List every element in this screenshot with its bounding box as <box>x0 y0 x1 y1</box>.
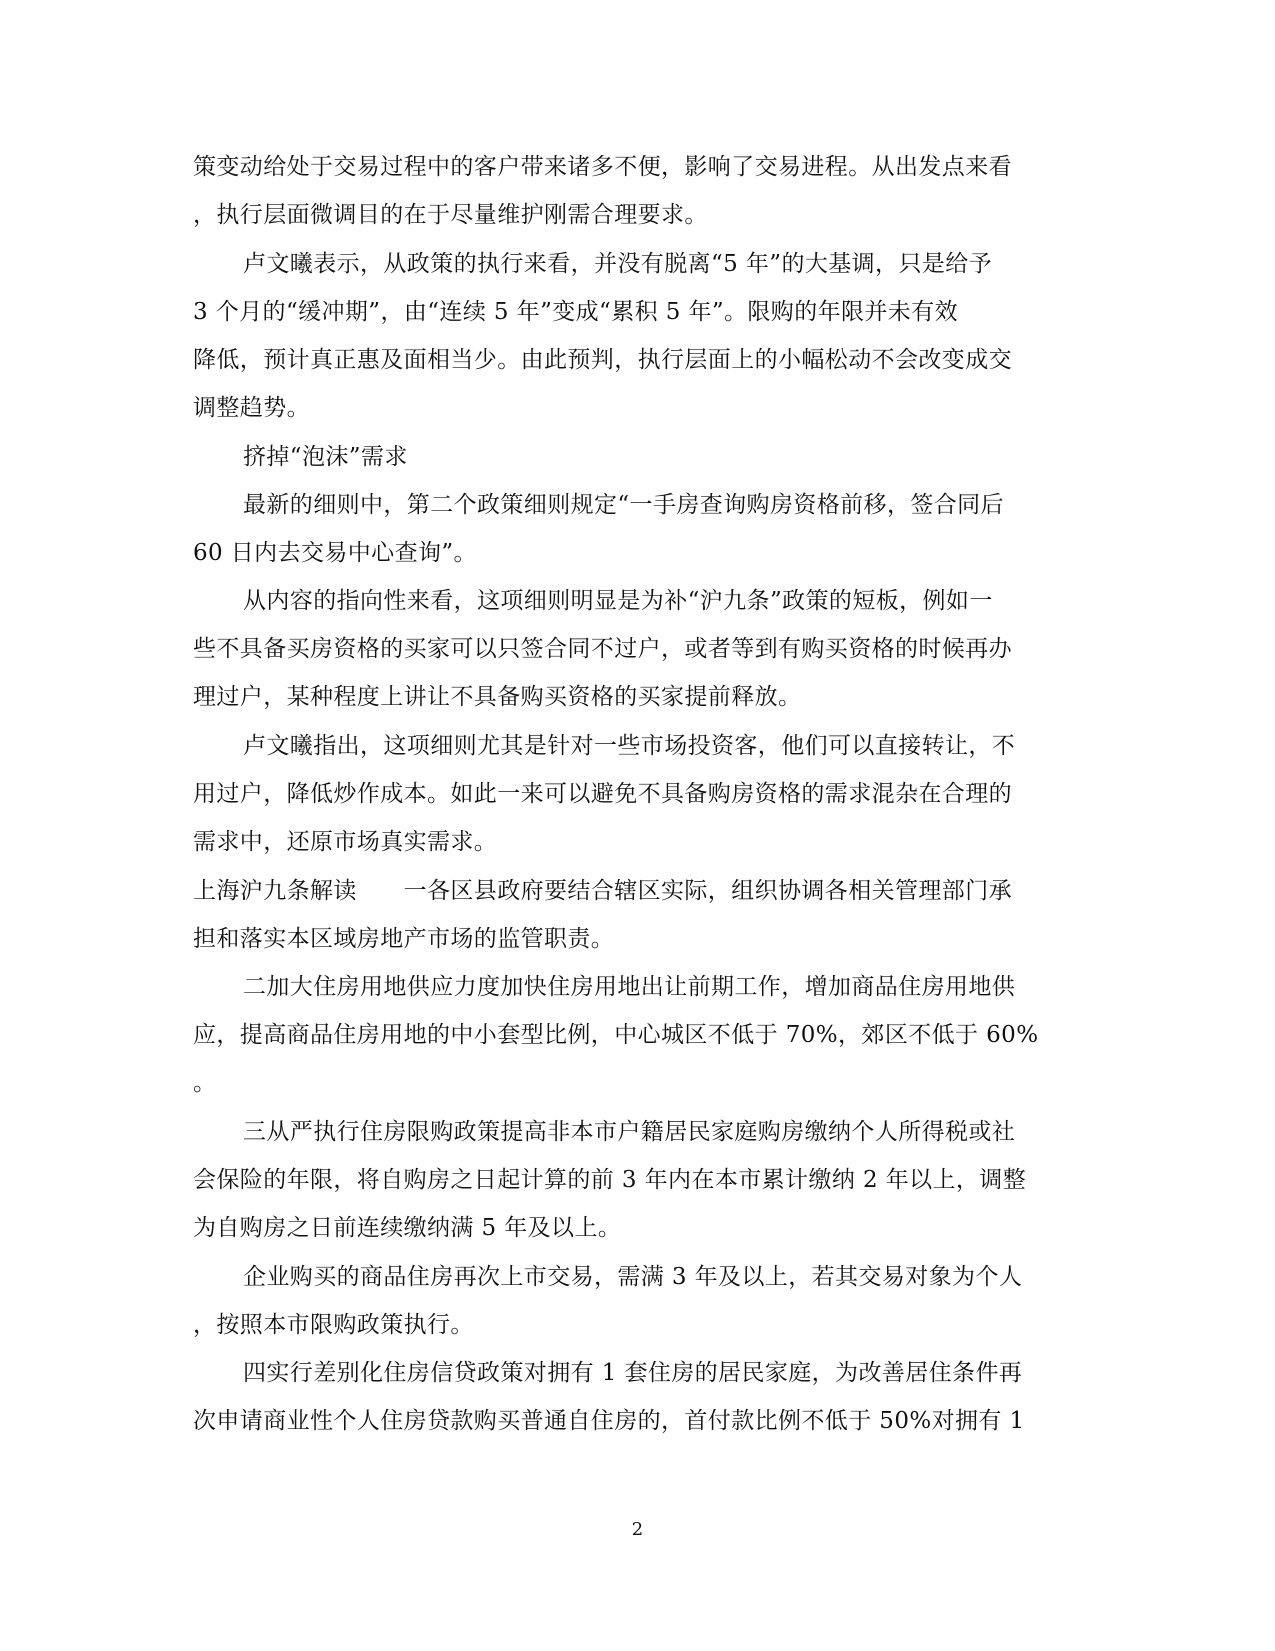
body-text-line: 应，提高商品住房用地的中小套型比例，中心城区不低于 70%，郊区不低于 60% <box>193 1022 1039 1048</box>
body-text-line: 调整趋势。 <box>193 395 310 421</box>
body-text-line: 理过户，某种程度上讲让不具备购买资格的买家提前释放。 <box>193 684 802 710</box>
body-text-line: 为自购房之日前连续缴纳满 5 年及以上。 <box>193 1215 622 1241</box>
body-text-line: 3 个月的“缓冲期”，由“连续 5 年”变成“累积 5 年”。限购的年限并未有效 <box>193 299 959 325</box>
body-text-line: 60 日内去交易中心查询”。 <box>193 540 477 566</box>
paragraph-start-line: 企业购买的商品住房再次上市交易，需满 3 年及以上，若其交易对象为个人 <box>243 1264 1023 1290</box>
paragraph-start-line: 从内容的指向性来看，这项细则明显是为补“沪九条”政策的短板，例如一 <box>243 588 993 614</box>
body-text-line: ，执行层面微调目的在于尽量维护刚需合理要求。 <box>193 202 708 228</box>
body-text-line: 需求中，还原市场真实需求。 <box>193 829 498 855</box>
body-text-line: ，按照本市限购政策执行。 <box>193 1312 474 1338</box>
paragraph-start-line: 卢文曦表示，从政策的执行来看，并没有脱离“5 年”的大基调，只是给予 <box>243 251 993 277</box>
paragraph-start-line: 三从严执行住房限购政策提高非本市户籍居民家庭购房缴纳个人所得税或社 <box>243 1119 1016 1145</box>
paragraph-start-line: 四实行差别化住房信贷政策对拥有 1 套住房的居民家庭，为改善居住条件再 <box>243 1360 1023 1386</box>
paragraph-start-line: 最新的细则中，第二个政策细则规定“一手房查询购房资格前移，签合同后 <box>243 492 1004 518</box>
body-text-line: 些不具备买房资格的买家可以只签合同不过户，或者等到有购买资格的时候再办 <box>193 636 1012 662</box>
paragraph-start-line: 二加大住房用地供应力度加快住房用地出让前期工作，增加商品住房用地供 <box>243 974 1016 1000</box>
body-text-line: 。 <box>193 1070 217 1096</box>
page-number: 2 <box>631 1519 644 1540</box>
section-heading: 挤掉“泡沫”需求 <box>243 444 408 470</box>
body-text-line: 担和落实本区域房地产市场的监管职责。 <box>193 926 615 952</box>
body-text-line: 会保险的年限，将自购房之日起计算的前 3 年内在本市累计缴纳 2 年以上，调整 <box>193 1167 1027 1193</box>
body-text-line: 用过户，降低炒作成本。如此一来可以避免不具备购房资格的需求混杂在合理的 <box>193 781 1012 807</box>
paragraph-start-line: 卢文曦指出，这项细则尤其是针对一些市场投资客，他们可以直接转让，不 <box>243 733 1016 759</box>
body-text-line: 次申请商业性个人住房贷款购买普通自住房的，首付款比例不低于 50%对拥有 1 <box>193 1408 1025 1434</box>
body-text-line: 降低，预计真正惠及面相当少。由此预判，执行层面上的小幅松动不会改变成交 <box>193 347 1012 373</box>
body-text-line: 上海沪九条解读 一各区县政府要结合辖区实际，组织协调各相关管理部门承 <box>193 878 1012 904</box>
body-text-line: 策变动给处于交易过程中的客户带来诸多不便，影响了交易进程。从出发点来看 <box>193 154 1012 180</box>
